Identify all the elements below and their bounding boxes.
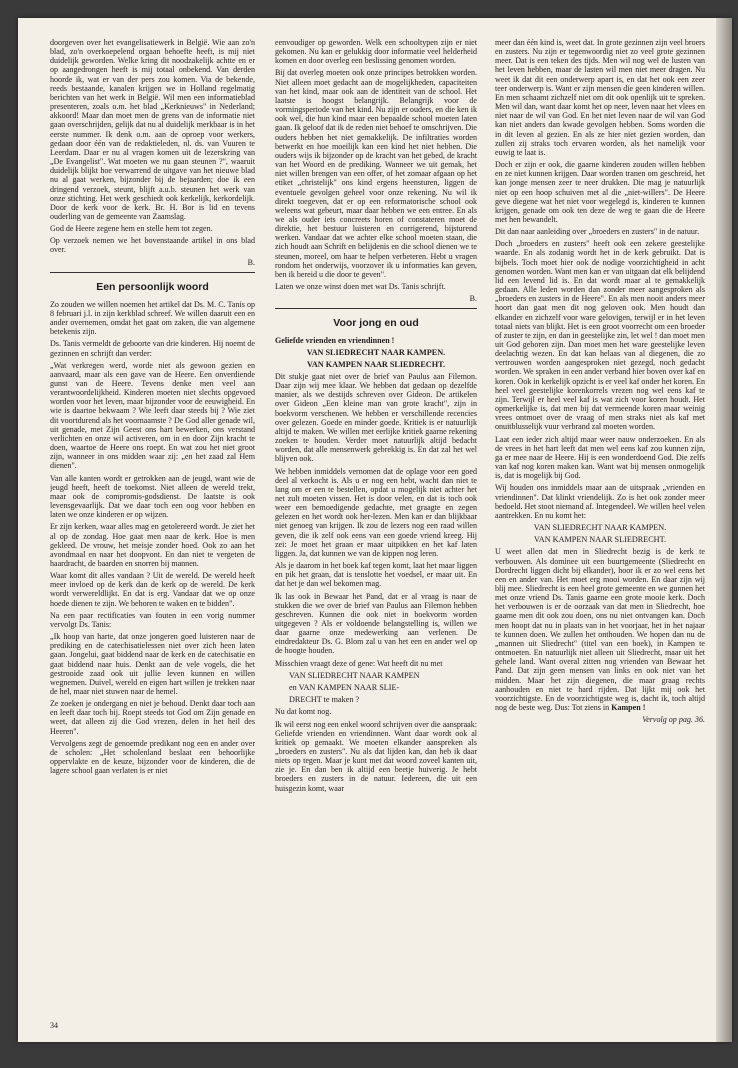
paragraph: We hebben inmiddels vernomen dat de oplage voor een goed deel al verkocht is. Als u er nog een hebt, wacht dan niet te lang om er een te bestellen, opdat u mogelijk niet achter het net zult moeten vissen. Het is door velen, en dat is toch ook weer een bemoedigende gedachte, met graagte en zegen gelezen en het wordt ook her-lezen. Men kan er dan blijkbaar niet genoeg van krijgen. Ik zou de lezers nog een raad willen geven, die ik zelf ook eens van een goede vriend kreeg. Hij zei: Je moet het graan er maar uitpikken en het kaf laten liggen. Ja, dat kunnen we van de kippen nog leren. bbox=[275, 466, 477, 558]
paragraph: Vervolgens zegt de genoemde predikant nog een en ander over de scholen: „Het scholenland beslaat een behoorlijke oppervlakte en de keuze, bijzonder voor de kinderen, die de lagere school gaan verlaten is er niet bbox=[50, 738, 255, 776]
magazine-page bbox=[18, 18, 732, 1042]
paragraph: Ik wil eerst nog een enkel woord schrijven over die aanspraak: Geliefde vrienden en vriendinnen. Want daar wordt ook al kritiek op gemaakt. We moeten elkander aanspreken als „broeders en zusters". Nu als dat lijden kan, dan heb ik daar niets op tegen. Maar je kunt met dat woord zoveel kanten uit, zie je. En dan ben ik altijd een beetje huiverig. Je hebt broeders en zusters in de natuur. Iedereen, die uit een huisgezin komt, waar bbox=[275, 719, 477, 793]
paragraph: doorgeven over het evangelisatiewerk in België. Wie aan zo'n blad, zo'n overkoepelend orgaan behoefte heeft, is mij niet duidelijk geworden. Welke kring dit noodzakelijk achtte en er op aangedrongen heeft is mij totaal onbekend. Van derden hoorde ik, wat er van der pers zou komen. Via de bekende, reeds bestaande, kanalen krijgen we in Holland regelmatig berichten van het werk in België. Wil men een informatieblad presenteren, zoals o.m. het blad „Kerknieuws" in Nederland; akkoord! Maar dan moet men de grens van de informatie niet gaan overschrijden, gelijk dat nu al duidelijk merkbaar is in het eerste nummer. Ik denk o.m. aan de oproep voor werkers, gedaan door één van de redaktieleden, nl. ds. van Vuuren te Leerdam. Daar er nu al vragen komen uit de lezerskring van „De Evangelist". Wat moeten we nu gaan steunen ?", waaruit duidelijk blijkt hoe verwarrend de uitgave van het nieuwe blad nu al gaat werken, bijzonder bij de bejaarden; doe ik een dringend verzoek, steunt, blijft a.u.b. steunen het werk van onze stichting. Het werk geschiedt ook kerkelijk, kerkordelijk. Door de kerk voor de kerk. Br. H. Bor is lid en tevens ouderling van de gemeente van Zaamslag. bbox=[50, 38, 255, 221]
quoted-title-line: DRECHT te maken ? bbox=[289, 695, 360, 705]
paragraph: „Wat verkregen werd, worde niet als gewoon gezien en aanvaard, maar als een gave van de Heere. Een onverdiende gunst van de Heere. Tevens denke men veel aan verantwoordelijkheid. Kinderen moeten niet slechts opgevoed worden voor het leven, maar bijzonder voor de eeuwigheid. En wie is daartoe bekwaam ? Wie leeft daar steeds bij ? Wie ziet dit voortdurend als het voornaamste ? De God aller genade wil, uit genade, met Zijn Geest ons hart bewerken, ons verstand verlichten en onze wil activeren, om in en door Zijn kracht te doen, waartoe de Heere ons roept. En wat zou het niet groot zijn, wanneer in ons midden waar zij: „en het zaad zal Hem dienen". bbox=[50, 360, 255, 471]
continued-note: Vervolg op pag. 36. bbox=[642, 715, 705, 725]
quoted-title-line: en VAN KAMPEN NAAR SLIE- bbox=[289, 682, 400, 692]
paragraph: Ze zoeken je ondergang en niet je behoud. Denkt daar toch aan en leeft daar toch bij. Roept steeds tot God om Zijn genade en weet, dat alleen zij die God vrezen, delen in het heil des Heeren". bbox=[50, 699, 255, 736]
article-title-line: VAN SLIEDRECHT NAAR KAMPEN. bbox=[533, 522, 667, 532]
signature: B. bbox=[469, 294, 477, 304]
paragraph: meer dan één kind is, weet dat. In grote gezinnen zijn veel broers en zusters. Nu zijn er tegenwoordig niet zo veel grote gezinnen meer. Dat is een teken des tijds. Men wil nog wel de lusten van het leven hebben, maar de lasten wil men niet meer dragen. Nu weet ik dat dit een onderwerp apart is, en dat het ook een zeer teer onderwerp is. Want er zijn mensen die geen kinderen willen. En men schaamt zichzelf niet om dit ook openlijk uit te spreken. Men wil dan, want daar komt het op neer, leven naar het vlees en niet naar de wil van God. En het niet leven naar de wil van God kan niet anders dan kwade gevolgen hebben. Soms worden die in dit leven al gezien. En als ze hier niet gezien worden, dan zullen zij straks toch ervaren worden, als het namelijk voor euwig te laat is. bbox=[495, 38, 705, 157]
paragraph bbox=[495, 547, 705, 712]
section-divider bbox=[275, 308, 477, 309]
paragraph: Laat een ieder zich altijd maar weer nauw onderzoeken. En als de vrees in het hart leeft dat men wel eens kaf zou kunnen zijn, ga er mee naar de Heere. Hij is een wonderdoend God. Die zelfs van kaf nog koren maken kan. Want wat bij mensen onmogelijk is, dat is mogelijk bij God. bbox=[495, 434, 705, 481]
page-spine bbox=[716, 18, 732, 1042]
paragraph: „Ik hoop van harte, dat onze jongeren goed luisteren naar de prediking en de catechisatielessen niet over zich heen laten gaan. Jongelui, gaat biddend naar de kerk en de catechisatie en gaat biddend naar huis. Denkt aan de vele vogels, die het gestrooide zaad ook uit jullie leven kunnen en willen wegnemen. Duivel, wereld en eigen hart willen je trekken naar de hel, maar niet stuwen naar de hemel. bbox=[50, 632, 255, 696]
section-divider bbox=[50, 272, 255, 273]
paragraph: Op verzoek nemen we het bovenstaande artikel in ons blad over. bbox=[50, 236, 255, 255]
paragraph: Waar komt dit alles vandaan ? Uit de wereld. De wereld heeft meer invloed op de kerk dan de kerk op de wereld. De kerk wordt verwereldlijkt. En dat is erg. Vandaar dat we op onze hoede dienen te zijn. We behoren te waken en te bidden". bbox=[50, 571, 255, 608]
section-heading: Een persoonlijk woord bbox=[96, 280, 209, 293]
section-heading: Voor jong en oud bbox=[333, 317, 419, 330]
article-title-line: VAN KAMPEN NAAR SLIEDRECHT. bbox=[533, 535, 667, 545]
paragraph: eenvoudiger op geworden. Welk een schooltypen zijn er niet gekomen. Nu kan er gelukkig door informatie veel helderheid komen en door overleg een beslissing genomen worden. bbox=[275, 38, 477, 66]
article-title-line: VAN KAMPEN NAAR SLIEDRECHT. bbox=[307, 359, 445, 369]
paragraph: Misschien vraagt deze of gene: Wat heeft dit nu met bbox=[275, 658, 443, 668]
paragraph: Ds. Tanis vermeldt de geboorte van drie kinderen. Hij noemt de gezinnen en schrijft dan verder: bbox=[50, 339, 255, 358]
paragraph: Dit stukje gaat niet over de brief van Paulus aan Filemon. Daar zijn wij mee klaar. We hebben dat gedaan op dezelfde manier, als we destijds schreven over Gideon. De artikelen over Gideon „Een kleine man van grote kracht", zijn in boekvorm verschenen. We hebben er verschillende recencies over gelezen. Goede en minder goede. Kritiek is er natuurlijk altijd te maken. We willen met eerlijke kritiek gaarne rekening zoeken te houden. Verder moet natuurlijk altijd bedacht worden, dat alle mensenwerk gebrekkig is. En dat zal het wel blijven ook. bbox=[275, 371, 477, 464]
paragraph: Doch „broeders en zusters" heeft ook een zekere geestelijke waarde. En als zodanig wordt het in de kerk gebruikt. Dat is bijbels. Toch moet hier ook de nodige voorzichtigheid in acht genomen worden. Want men kan er van uitgaan dat elk belijdend lid een levend lid is. En dat wordt maar al te gemakkelijk gedaan. Alle leden worden dan zonder meer aangesproken als „broeders en zusters in de Heere". En als men nooit anders meer hoort dan gaat men dit nog geloven ook. Men houdt dan elkander en zichzelf voor ware gelovigen, terwijl er in het leven totaal niets van blijkt. Het is een groot voorrecht om een broeder of zuster te zijn, en dan in geestelijke zin, let wel ! dan moet men uit God geboren zijn. Dan moet men het ware geestelijke leven deelachtig wezen. En dat kan helaas van al diegenen, die zo vertrouwen worden aangesproken niet gezegd, noch gedacht worden. We spraken in een ander verband hier boven over kaf en koren. Ook in kerkelijk opzicht is er veel kaf onder het koren. En heel veel geestelijke korenkorrels vrezen nog wel eens kaf te zijn. Terwijl er heel veel kaf is wat zich voor koren houdt. Het opmerkelijke is, dat men bij dat vermeende koren maar weinig vrees ontmoet over de vraag of men straks niet als kaf met onuitblusselijk vuur verbrand zal moeten worden. bbox=[495, 239, 705, 432]
column-2 bbox=[275, 38, 477, 1028]
paragraph: Doch er zijn er ook, die gaarne kinderen zouden willen hebben en ze niet kunnen krijgen. Daar worden tranen om geschreid, het kan jonge mensen zeer te neer drukken. Die mag je natuurlijk niet op een hoop schuiven met al die „niet-willers". De Heere geve diegene wat het niet voor wegelegd is, kinderen te kunnen krijgen, genade om ook ten deze de weg te gaan die de Heere met hen bewandelt. bbox=[495, 160, 705, 224]
column-1 bbox=[50, 38, 255, 1028]
salutation: Geliefde vrienden en vriendinnen ! bbox=[275, 336, 395, 346]
paragraph: Van alle kanten wordt er getrokken aan de jeugd, want wie de jeugd heeft, heeft de toekomst. Niet alleen de wereld trekt, maar ook de compromis-godsdienst. De laatste is ook levensgevaarlijk. Dat we daar toch een oog voor hebben en laten we onze kinderen er op wijzen. bbox=[50, 473, 255, 520]
page-number: 34 bbox=[50, 1021, 58, 1030]
article-title-line: VAN SLIEDRECHT NAAR KAMPEN. bbox=[306, 347, 446, 357]
paragraph: Ik las ook in Bewaar het Pand, dat er al vraag is naar de stukken die we over de brief van Paulus aan Filemon hebben geschreven. Kunnen die ook niet in boekvorm worden uitgegeven ? Als er voldoende belangstelling is, willen we daar gaarne onze medewerking aan verlenen. De eindredakteur Ds. G. Blom zal u van het een en ander wel op de hoogte houden. bbox=[275, 591, 477, 656]
paragraph: God de Heere zegene hem en stelle hem tot zegen. bbox=[50, 224, 213, 234]
quoted-title-line: VAN SLIEDRECHT NAAR KAMPEN bbox=[289, 670, 420, 680]
paragraph: Nu dat komt nog. bbox=[275, 707, 332, 717]
paragraph: Dit dan naar aanleiding over „broeders en zusters" in de natuur. bbox=[495, 227, 700, 237]
paragraph: Na een paar rectificaties van fouten in een vorig nummer vervolgt Ds. Tanis: bbox=[50, 610, 255, 629]
closing-emphasis: Kampen ! bbox=[611, 703, 646, 713]
paragraph: Zo zouden we willen noemen het artikel dat Ds. M. C. Tanis op 8 februari j.l. in zijn kerkblad schreef. We willen daaruit een en ander overnemen, omdat het gaat om zaken, die van algemene betekenis zijn. bbox=[50, 299, 255, 337]
paragraph: Als je daarom in het boek kaf tegen komt, laat het maar liggen en pik het graan, dat is tenslotte het voedsel, er maar uit. En dat het je dan wel bekomen mag. bbox=[275, 561, 477, 589]
signature: B. bbox=[247, 257, 255, 267]
column-3 bbox=[495, 38, 705, 1028]
paragraph-text: U weet allen dat men in Sliedrecht bezig is de kerk te verbouwen. Als dominee uit een buurtgemeente (Sliedrecht en Dordrecht liggen dicht bij elkander), hoor ik er zo wel eens het een en ander van. Het moet erg mooi worden. En daar zijn wij blij mee. Sliedrecht is een heel grote gemeente en we gunnen het met onze vriend Ds. Tanis gaarne een grote mooie kerk. Doch het verbouwen is er de oorzaak van dat men in Sliedrecht, hoe gaarne men dit ook zou doen, ons nu niet ontvangen kan. Doch men hoopt dat nu in plaats van in het voorjaar, het in het najaar te kunnen doen. We zullen het onthouden. We hopen dan nu de „mannen uit Sliedrecht" (titel van een boek), in Kampen te ontmoeten. En natuurlijk niet alleen uit Sliedrecht, maar uit het gehele land. Want overal zitten nog vrienden van Bewaar het Pand. Dat zijn geen mensen van links en ook niet van het midden. Maar het zijn diegenen, die maar graag rechts aanhouden en niet te hard rijden. Dat lijkt mij ook het voorzichtigste. En de voorzichtigste weg is, dacht ik, toch altijd nog de beste weg. Dus: Tot ziens in bbox=[495, 547, 705, 713]
paragraph: Er zijn kerken, waar alles mag en getolereerd wordt. Je ziet het al op de zondag. Hoe gaat men naar de kerk. Hoe is men gekleed. De vrouw, het meisje zonder hoed. Ook zo aan het avondmaal en naar het doopvont. En dan niet te vergeten de haardracht, de baarden en snorren bij mannen. bbox=[50, 522, 255, 568]
paragraph: Wij houden ons inmiddels maar aan de uitspraak „vrienden en vriendinnen". Dat klinkt vriendelijk. Zo is het ook zonder meer bedoeld. Het stoot niemand af. Integendeel. We willen heel velen aantrekken. En nu komt het: bbox=[495, 483, 705, 520]
paragraph: Laten we onze winst doen met wat Ds. Tanis schrijft. bbox=[275, 282, 446, 292]
paragraph: Bij dat overleg moeten ook onze principes betrokken worden. Niet alleen moet gedacht aan de mogelijkheden, capaciteiten van het kind, maar ook aan de identiteit van de school. Het laatste is hoogst belangrijk. Belangrijk voor de vormingsperiode van het kind. Nu zijn er ouders, en die ken ik ook wel, die hun kind maar een bepaalde school moeten laten gaan. Ik geloof dat ik de reden niet behoef te omschrijven. Die ouders hebben het niet gemakkelijk. De infiltraties worden betwerkt en hoe moeilijk kan een kind het niet hebben. Die ouders wijs ik bijzonder op de kracht van het gebed, de kracht van het Woord en de prediking. Wanneer we uit gemak, het niet willen brengen van een offer, of het zomaar afgaan op het etiket „christelijk" ons kind ergens heensturen, liggen de eventuele gevolgen geheel voor onze rekening. Nu wil ik direkt toegeven, dat er op een reformatorische school ook weleens wat gebeurt, maar daar hebben we een entree. En als we als ouder iets concreets horen of constateren moet de direktie, het bestuur luisteren en corrigerend, bijsturend werken. Vandaar dat we achter elke school moeten staan, die zich houdt aan Schrift en belijdenis en die school dienen we te steunen, moreel, om haar te helpen verbeteren. Hebt u vragen rondom het onderwijs, voorzover ik u informaties kan geven, ben ik bereid u die door te geven". bbox=[275, 68, 477, 279]
